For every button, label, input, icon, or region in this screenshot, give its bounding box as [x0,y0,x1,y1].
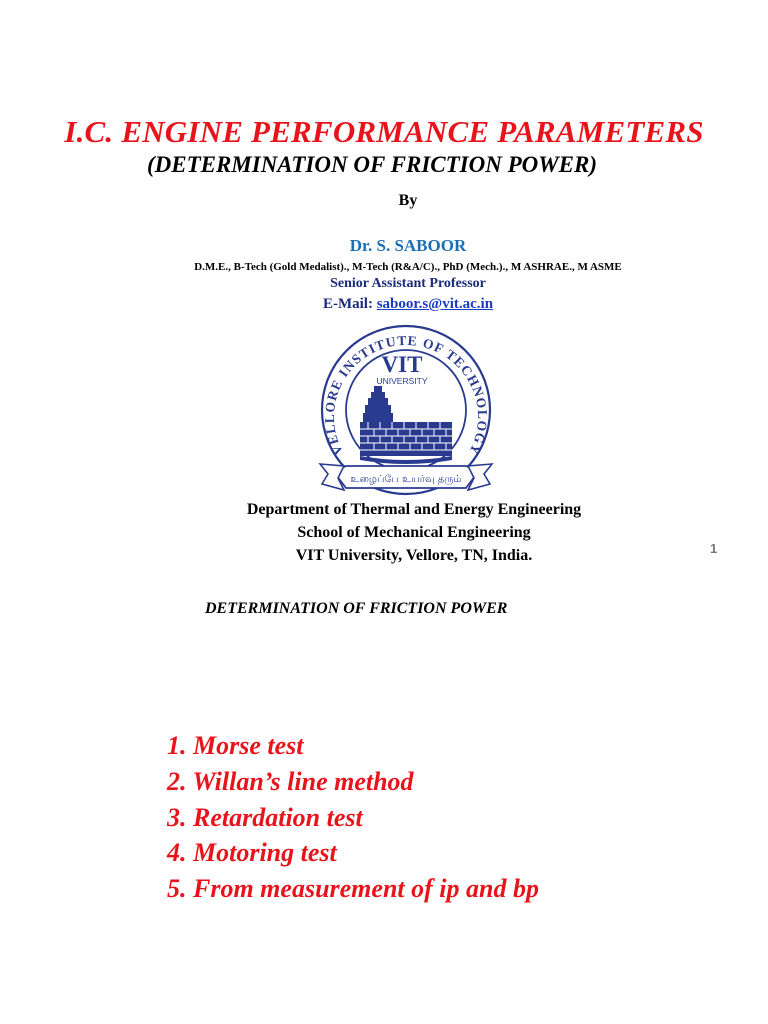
author-credentials: D.M.E., B-Tech (Gold Medalist)., M-Tech (R&A/C)., PhD (Mech.)., M ASHRAE., M ASME [194,261,622,273]
page-number: 1 [710,541,718,556]
department-name: Department of Thermal and Energy Engineering [246,501,582,518]
university-name: VIT University, Vellore, TN, India. [295,547,533,564]
document-subtitle: (DETERMINATION OF FRICTION POWER) [146,152,598,177]
list-item: 2. Willan’s line method [167,766,414,796]
list-item: 1. Morse test [167,731,304,760]
methods-list [167,728,539,907]
logo-motto-text: உழைப்பே உயர்வு தரும் [350,474,462,485]
temple-icon [363,386,393,425]
list-item: 3. Retardation test [167,802,363,832]
list-item: 5. From measurement of ip and bp [167,874,539,904]
by-label: By [398,192,418,209]
author-name: Dr. S. SABOOR [349,236,467,255]
logo-vit-text: VIT [381,352,423,377]
section-heading: DETERMINATION OF FRICTION POWER [205,600,508,617]
author-position: Senior Assistant Professor [330,276,486,291]
school-name: School of Mechanical Engineering [297,524,531,541]
author-email-line [24,296,768,313]
vit-university-logo [316,322,496,502]
list-item: 4. Motoring test [167,838,337,868]
document-title: I.C. ENGINE PERFORMANCE PARAMETERS [64,114,704,149]
email-label: E-Mail: [322,296,377,312]
affiliation-block [30,498,768,567]
logo-ring-text: VELLORE INSTITUTE OF TECHNOLOGY [321,332,491,458]
fort-wall-graphic [360,422,452,464]
logo-university-text: UNIVERSITY [376,376,428,386]
email-link[interactable]: saboor.s@vit.ac.in [376,296,494,312]
motto-ribbon [320,464,492,490]
